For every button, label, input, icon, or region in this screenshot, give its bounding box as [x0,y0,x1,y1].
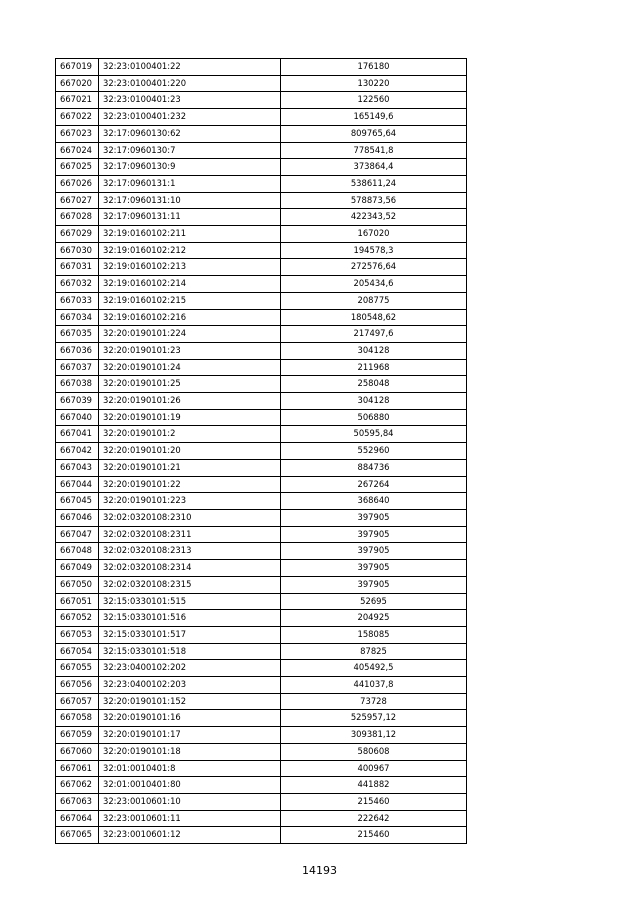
table-row [56,626,467,643]
table-row [56,109,467,126]
cadastral-number-cell: 32:19:0160102:216 [99,309,281,326]
cadastral-number-cell: 32:20:0190101:17 [99,727,281,744]
value-cell: 204925 [281,610,467,627]
table-row [56,827,467,844]
cadastral-number-cell: 32:23:0010601:12 [99,827,281,844]
row-id-cell: 667045 [56,493,99,510]
table-row [56,342,467,359]
row-id-cell: 667062 [56,777,99,794]
cadastral-number-cell: 32:15:0330101:518 [99,643,281,660]
table-row [56,359,467,376]
cadastral-number-cell: 32:20:0190101:16 [99,710,281,727]
value-cell: 52695 [281,593,467,610]
cadastral-number-cell: 32:19:0160102:211 [99,226,281,243]
row-id-cell: 667050 [56,576,99,593]
value-cell: 208775 [281,292,467,309]
cadastral-number-cell: 32:20:0190101:23 [99,342,281,359]
value-cell: 397905 [281,576,467,593]
cadastral-number-cell: 32:23:0100401:232 [99,109,281,126]
table-row [56,459,467,476]
row-id-cell: 667029 [56,226,99,243]
cadastral-number-cell: 32:02:0320108:2310 [99,509,281,526]
value-cell: 130220 [281,75,467,92]
cadastral-number-cell: 32:20:0190101:2 [99,426,281,443]
value-cell: 304128 [281,342,467,359]
cadastral-number-cell: 32:02:0320108:2314 [99,560,281,577]
row-id-cell: 667020 [56,75,99,92]
table-row [56,175,467,192]
cadastral-number-cell: 32:02:0320108:2315 [99,576,281,593]
table-row [56,643,467,660]
value-cell: 397905 [281,509,467,526]
cadastral-number-cell: 32:20:0190101:20 [99,443,281,460]
cadastral-number-cell: 32:01:0010401:8 [99,760,281,777]
row-id-cell: 667044 [56,476,99,493]
row-id-cell: 667038 [56,376,99,393]
row-id-cell: 667046 [56,509,99,526]
table-row [56,509,467,526]
value-cell: 809765,64 [281,125,467,142]
value-cell: 217497,6 [281,326,467,343]
value-cell: 397905 [281,560,467,577]
value-cell: 176180 [281,59,467,76]
row-id-cell: 667058 [56,710,99,727]
table-row [56,159,467,176]
row-id-cell: 667026 [56,175,99,192]
value-cell: 397905 [281,543,467,560]
table-row [56,276,467,293]
table-row [56,777,467,794]
row-id-cell: 667039 [56,393,99,410]
row-id-cell: 667036 [56,342,99,359]
cadastral-number-cell: 32:02:0320108:2313 [99,543,281,560]
row-id-cell: 667032 [56,276,99,293]
table-row [56,476,467,493]
row-id-cell: 667054 [56,643,99,660]
table-row [56,677,467,694]
table-row [56,743,467,760]
table-row [56,593,467,610]
value-cell: 506880 [281,409,467,426]
table-row [56,443,467,460]
table-row [56,493,467,510]
table-row [56,660,467,677]
row-id-cell: 667019 [56,59,99,76]
cadastral-number-cell: 32:23:0400102:202 [99,660,281,677]
table-row [56,793,467,810]
cadastral-number-cell: 32:17:0960131:11 [99,209,281,226]
value-cell: 525957,12 [281,710,467,727]
row-id-cell: 667064 [56,810,99,827]
value-cell: 405492,5 [281,660,467,677]
row-id-cell: 667034 [56,309,99,326]
table-row [56,710,467,727]
value-cell: 272576,64 [281,259,467,276]
cadastral-number-cell: 32:20:0190101:21 [99,459,281,476]
value-cell: 50595,84 [281,426,467,443]
cadastral-number-cell: 32:20:0190101:19 [99,409,281,426]
row-id-cell: 667021 [56,92,99,109]
value-cell: 158085 [281,626,467,643]
value-cell: 884736 [281,459,467,476]
value-cell: 778541,8 [281,142,467,159]
cadastral-number-cell: 32:20:0190101:224 [99,326,281,343]
value-cell: 222642 [281,810,467,827]
table-row [56,543,467,560]
value-cell: 538611,24 [281,175,467,192]
value-cell: 578873,56 [281,192,467,209]
cadastral-number-cell: 32:20:0190101:26 [99,393,281,410]
table-row [56,426,467,443]
row-id-cell: 667057 [56,693,99,710]
row-id-cell: 667048 [56,543,99,560]
value-cell: 267264 [281,476,467,493]
row-id-cell: 667055 [56,660,99,677]
cadastral-number-cell: 32:01:0010401:80 [99,777,281,794]
cadastral-number-cell: 32:20:0190101:24 [99,359,281,376]
value-cell: 441882 [281,777,467,794]
value-cell: 258048 [281,376,467,393]
value-cell: 165149,6 [281,109,467,126]
cadastral-number-cell: 32:20:0190101:18 [99,743,281,760]
row-id-cell: 667056 [56,677,99,694]
row-id-cell: 667033 [56,292,99,309]
table-row [56,292,467,309]
row-id-cell: 667061 [56,760,99,777]
value-cell: 373864,4 [281,159,467,176]
table-row [56,125,467,142]
value-cell: 122560 [281,92,467,109]
cadastral-number-cell: 32:17:0960131:1 [99,175,281,192]
table-row [56,242,467,259]
row-id-cell: 667022 [56,109,99,126]
table-row [56,59,467,76]
table-row [56,409,467,426]
cadastral-number-cell: 32:20:0190101:223 [99,493,281,510]
value-cell: 580608 [281,743,467,760]
row-id-cell: 667065 [56,827,99,844]
table-row [56,259,467,276]
cadastral-number-cell: 32:19:0160102:213 [99,259,281,276]
table-row [56,393,467,410]
row-id-cell: 667043 [56,459,99,476]
cadastral-number-cell: 32:19:0160102:215 [99,292,281,309]
cadastral-number-cell: 32:23:0100401:22 [99,59,281,76]
row-id-cell: 667049 [56,560,99,577]
data-table [55,58,467,844]
table-row [56,92,467,109]
value-cell: 552960 [281,443,467,460]
table-row [56,209,467,226]
cadastral-number-cell: 32:17:0960130:7 [99,142,281,159]
row-id-cell: 667059 [56,727,99,744]
value-cell: 211968 [281,359,467,376]
cadastral-number-cell: 32:23:0100401:23 [99,92,281,109]
row-id-cell: 667030 [56,242,99,259]
cadastral-number-cell: 32:17:0960131:10 [99,192,281,209]
row-id-cell: 667035 [56,326,99,343]
cadastral-number-cell: 32:20:0190101:152 [99,693,281,710]
row-id-cell: 667042 [56,443,99,460]
value-cell: 205434,6 [281,276,467,293]
table-row [56,760,467,777]
cadastral-number-cell: 32:20:0190101:25 [99,376,281,393]
value-cell: 180548,62 [281,309,467,326]
value-cell: 400967 [281,760,467,777]
row-id-cell: 667025 [56,159,99,176]
row-id-cell: 667051 [56,593,99,610]
page-number: 14193 [302,864,337,877]
table-row [56,376,467,393]
table-body [56,59,467,844]
value-cell: 309381,12 [281,727,467,744]
row-id-cell: 667052 [56,610,99,627]
cadastral-number-cell: 32:23:0010601:10 [99,793,281,810]
cadastral-number-cell: 32:17:0960130:9 [99,159,281,176]
value-cell: 368640 [281,493,467,510]
row-id-cell: 667028 [56,209,99,226]
cadastral-number-cell: 32:15:0330101:517 [99,626,281,643]
cadastral-number-cell: 32:19:0160102:214 [99,276,281,293]
row-id-cell: 667041 [56,426,99,443]
row-id-cell: 667040 [56,409,99,426]
row-id-cell: 667037 [56,359,99,376]
row-id-cell: 667024 [56,142,99,159]
table-row [56,309,467,326]
value-cell: 87825 [281,643,467,660]
cadastral-number-cell: 32:23:0100401:220 [99,75,281,92]
row-id-cell: 667060 [56,743,99,760]
table-row [56,610,467,627]
row-id-cell: 667027 [56,192,99,209]
table-row [56,560,467,577]
table-row [56,526,467,543]
value-cell: 304128 [281,393,467,410]
cadastral-number-cell: 32:20:0190101:22 [99,476,281,493]
cadastral-number-cell: 32:02:0320108:2311 [99,526,281,543]
table-row [56,810,467,827]
row-id-cell: 667063 [56,793,99,810]
value-cell: 194578,3 [281,242,467,259]
cadastral-number-cell: 32:15:0330101:515 [99,593,281,610]
row-id-cell: 667023 [56,125,99,142]
row-id-cell: 667053 [56,626,99,643]
table-row [56,226,467,243]
cadastral-number-cell: 32:17:0960130:62 [99,125,281,142]
table-row [56,75,467,92]
table-row [56,192,467,209]
cadastral-number-cell: 32:23:0010601:11 [99,810,281,827]
value-cell: 215460 [281,793,467,810]
value-cell: 397905 [281,526,467,543]
row-id-cell: 667047 [56,526,99,543]
cadastral-number-cell: 32:19:0160102:212 [99,242,281,259]
value-cell: 167020 [281,226,467,243]
cadastral-number-cell: 32:23:0400102:203 [99,677,281,694]
value-cell: 422343,52 [281,209,467,226]
table-row [56,727,467,744]
table-row [56,326,467,343]
table-row [56,693,467,710]
value-cell: 215460 [281,827,467,844]
value-cell: 441037,8 [281,677,467,694]
table-row [56,142,467,159]
cadastral-number-cell: 32:15:0330101:516 [99,610,281,627]
value-cell: 73728 [281,693,467,710]
table-row [56,576,467,593]
row-id-cell: 667031 [56,259,99,276]
